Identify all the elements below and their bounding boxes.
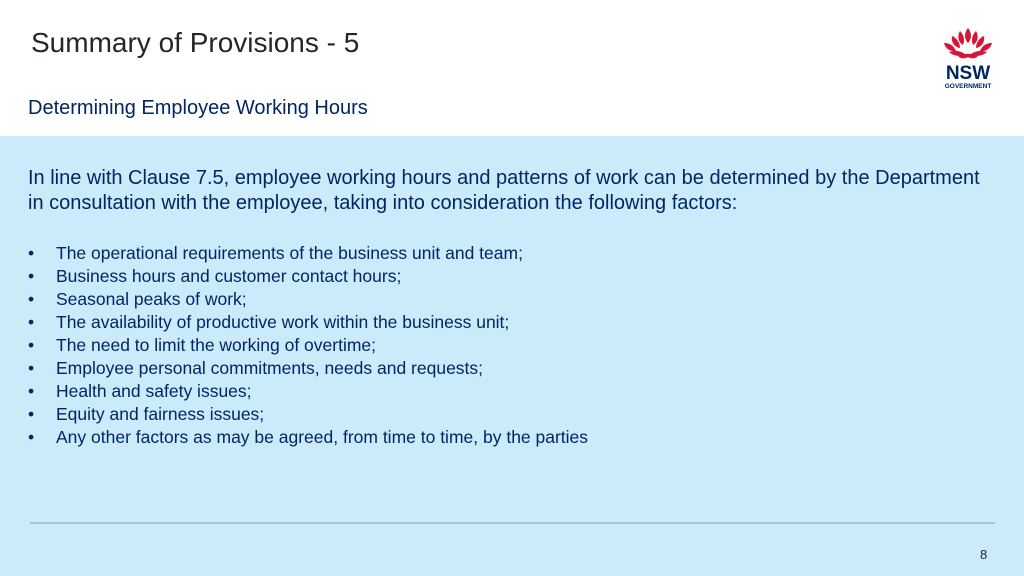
list-item: • Equity and fairness issues; — [28, 403, 588, 426]
logo-government-text: GOVERNMENT — [944, 83, 992, 90]
page-number: 8 — [980, 547, 988, 562]
list-item: • The availability of productive work within the business unit; — [28, 311, 588, 334]
factors-list — [28, 242, 588, 449]
list-item: • Any other factors as may be agreed, from time to time, by the parties — [28, 426, 588, 449]
slide-subtitle: Determining Employee Working Hours — [28, 97, 368, 119]
list-item: • Seasonal peaks of work; — [28, 288, 588, 311]
logo-nsw-text: NSW — [945, 63, 991, 84]
list-item: • Health and safety issues; — [28, 380, 588, 403]
intro-paragraph: In line with Clause 7.5, employee working hours and patterns of work can be determined by the Department in consultation with the employee, taking into consideration the following factors: — [28, 167, 980, 214]
list-item: • Business hours and customer contact hours; — [28, 265, 588, 288]
waratah-icon — [944, 28, 992, 58]
slide-title: Summary of Provisions - 5 — [31, 27, 360, 58]
footer-divider — [30, 522, 995, 524]
nsw-government-logo — [936, 26, 1000, 90]
list-item: • The need to limit the working of overtime; — [28, 334, 588, 357]
list-item: • Employee personal commitments, needs and requests; — [28, 357, 588, 380]
slide-header — [0, 0, 1024, 136]
list-item: • The operational requirements of the business unit and team; — [28, 242, 588, 265]
